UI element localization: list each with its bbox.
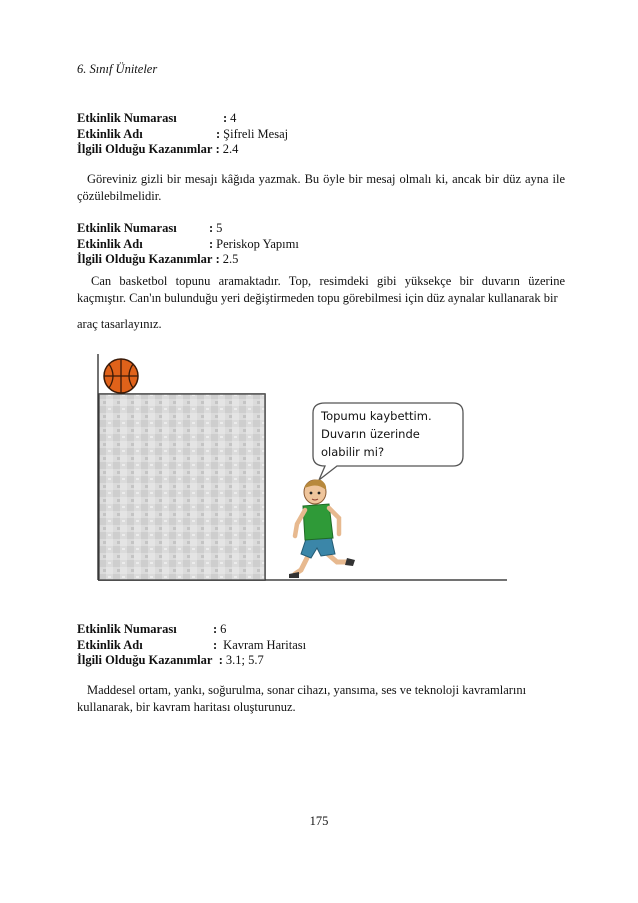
activity-6-description: Maddesel ortam, yankı, soğurulma, sonar cihazı, yansıma, ses ve teknoloji kavramlarını kullanarak, bir kavram haritası oluşturunuz. [77,683,527,714]
activity-number-label: Etkinlik Numarası [77,622,177,636]
related-gains-value: 2.4 [222,142,239,156]
activity-5-meta: Etkinlik Numarası : 5 Etkinlik Adı : Periskop Yapımı İlgili Olduğu Kazanımlar : 2.5 [77,221,299,266]
activity-name-label: Etkinlik Adı [77,637,143,652]
speech-line-3: olabilir mi? [321,445,385,459]
activity-5-description: Can basketbol topunu aramaktadır. Top, resimdeki gibi yüksekçe bir duvarın üzerine kaçmıştır. Can'ın bulunduğu yeri değiştirmeden topu görebilmesi için düz aynalar kullanarak bir [77,274,565,305]
activity-4-meta: Etkinlik Numarası : 4 Etkinlik Adı : Şifreli Mesaj İlgili Olduğu Kazanımlar : 2.4 [77,111,289,156]
related-gains-label: İlgili Olduğu Kazanımlar [77,653,213,667]
boy-figure [289,480,355,578]
related-gains-value: 3.1; 5.7 [225,653,264,667]
activity-number-label: Etkinlik Numarası [77,111,177,125]
activity-name-label: Etkinlik Adı [77,126,143,141]
related-gains-label: İlgili Olduğu Kazanımlar [77,252,213,266]
activity-number-value: 6 [220,622,227,636]
wall [99,394,265,580]
activity-name-value: Periskop Yapımı [216,236,299,251]
activity-number-value: 4 [230,111,237,125]
activity-name-label: Etkinlik Adı [77,236,143,251]
wall-ball-illustration [85,350,515,590]
related-gains-label: İlgili Olduğu Kazanımlar [77,142,213,156]
speech-line-2: Duvarın üzerinde [321,427,420,441]
page-header: 6. Sınıf Üniteler [77,62,158,76]
page-number: 175 [309,814,329,828]
basketball-icon [104,359,138,393]
activity-5-description-end: araç tasarlayınız. [77,317,162,331]
activity-name-value: Kavram Haritası [223,637,307,652]
activity-6-meta: Etkinlik Numarası : 6 Etkinlik Adı : Kavram Haritası İlgili Olduğu Kazanımlar : 3.1; 5.7 [77,622,307,667]
activity-4-description: Göreviniz gizli bir mesajı kâğıda yazmak. Bu öyle bir mesaj olmalı ki, ancak bir düz ayna ile çözülebilmelidir. [77,172,565,203]
speech-bubble [313,403,463,480]
activity-number-value: 5 [216,221,223,235]
activity-number-label: Etkinlik Numarası [77,221,177,235]
speech-line-1: Topumu kaybettim. [321,409,432,423]
related-gains-value: 2.5 [222,252,239,266]
activity-name-value: Şifreli Mesaj [223,126,289,141]
